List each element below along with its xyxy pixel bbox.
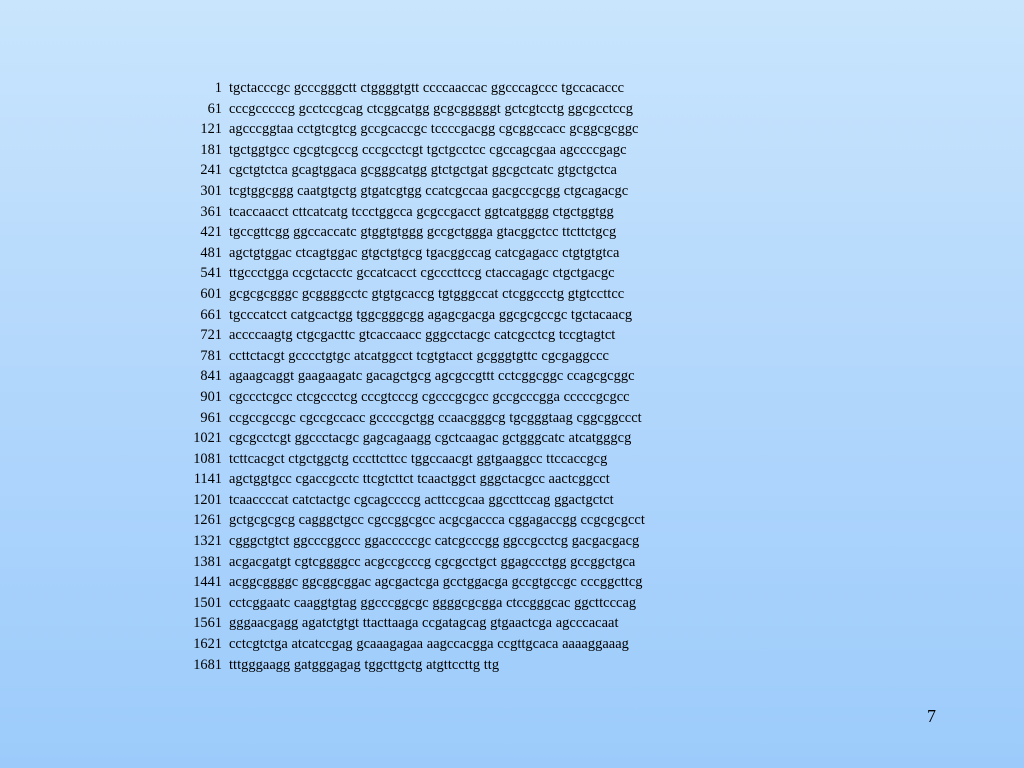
sequence-text: cgctgtctca gcagtggaca gcgggcatgg gtctgctgat ggcgctcatc gtgctgctca	[229, 162, 617, 179]
sequence-text: ccgccgccgc cgccgccacc gccccgctgg ccaacgggcg tgcgggtaag cggcggccct	[229, 409, 642, 426]
sequence-text: acgacgatgt cgtcggggcc acgccgcccg cgcgcctgct ggagccctgg gccggctgca	[229, 553, 636, 570]
sequence-text: cgcgcctcgt ggccctacgc gagcagaagg cgctcaagac gctgggcatc atcatgggcg	[229, 430, 632, 447]
sequence-text: agctgtggac ctcagtggac gtgctgtgcg tgacggccag catcgagacc ctgtgtgtca	[229, 244, 620, 261]
sequence-text: gcgcgcgggc gcggggcctc gtgtgcaccg tgtgggccat ctcggccctg gtgtccttcc	[229, 285, 625, 302]
sequence-line	[188, 325, 748, 346]
sequence-text: gggaacgagg agatctgtgt ttacttaaga ccgatagcag gtgaactcga agcccacaat	[229, 615, 619, 632]
sequence-text: cccgcccccg gcctccgcag ctcggcatgg gcgcgggggt gctcgtcctg ggcgcctccg	[229, 100, 633, 117]
sequence-position: 1021	[193, 430, 222, 447]
sequence-line	[188, 469, 748, 490]
sequence-position: 1381	[193, 553, 222, 570]
sequence-position: 1681	[193, 656, 222, 673]
sequence-position: 961	[200, 409, 222, 426]
sequence-line	[188, 408, 748, 429]
sequence-text: agcccggtaa cctgtcgtcg gccgcaccgc tccccgacgg cgcggccacc gcggcgcggc	[229, 121, 639, 138]
sequence-text: tcttcacgct ctgctggctg cccttcttcc tggccaacgt ggtgaaggcc ttccaccgcg	[229, 450, 608, 467]
sequence-text: tcaaccccat catctactgc cgcagccccg acttccgcaa ggccttccag ggactgctct	[229, 491, 614, 508]
sequence-position: 1081	[193, 450, 222, 467]
page-number: 7	[927, 706, 936, 726]
sequence-line	[188, 263, 748, 284]
sequence-position: 1201	[193, 491, 222, 508]
sequence-position: 1621	[193, 636, 222, 653]
sequence-text: gctgcgcgcg cagggctgcc cgccggcgcc acgcgaccca cggagaccgg ccgcgcgcct	[229, 512, 645, 529]
sequence-line	[188, 510, 748, 531]
sequence-line	[188, 655, 748, 676]
sequence-text: cgggctgtct ggcccggccc ggacccccgc catcgcccgg ggccgcctcg gacgacgacg	[229, 533, 640, 550]
sequence-line	[188, 552, 748, 573]
sequence-line	[188, 428, 748, 449]
sequence-position: 1261	[193, 512, 222, 529]
sequence-text: tcaccaacct cttcatcatg tccctggcca gcgccgacct ggtcatgggg ctgctggtgg	[229, 203, 614, 220]
sequence-position: 901	[200, 388, 222, 405]
sequence-text: tcgtggcggg caatgtgctg gtgatcgtgg ccatcgccaa gacgccgcgg ctgcagacgc	[229, 182, 629, 199]
sequence-line	[188, 284, 748, 305]
sequence-text: accccaagtg ctgcgacttc gtcaccaacc gggcctacgc catcgcctcg tccgtagtct	[229, 327, 616, 344]
sequence-line	[188, 78, 748, 99]
sequence-position: 361	[200, 203, 222, 220]
sequence-line	[188, 387, 748, 408]
sequence-line	[188, 490, 748, 511]
sequence-line	[188, 593, 748, 614]
sequence-line	[188, 243, 748, 264]
sequence-text: ttgccctgga ccgctacctc gccatcacct cgcccttccg ctaccagagc ctgctgacgc	[229, 265, 615, 282]
sequence-text: tttgggaagg gatgggagag tggcttgctg atgttccttg ttg	[229, 656, 500, 673]
sequence-position: 1	[214, 80, 222, 96]
sequence-position: 121	[200, 121, 222, 138]
sequence-line	[188, 366, 748, 387]
sequence-position: 661	[200, 306, 222, 323]
sequence-line	[188, 346, 748, 367]
sequence-text: tgctacccgc gcccgggctt ctggggtgtt ccccaaccac ggcccagccc tgccacaccc	[229, 80, 625, 96]
sequence-text: cctcgtctga atcatccgag gcaaagagaa aagccacgga ccgttgcaca aaaaggaaag	[229, 636, 629, 653]
sequence-position: 1441	[193, 574, 222, 591]
sequence-line	[188, 449, 748, 470]
sequence-text: cctcggaatc caaggtgtag ggcccggcgc ggggcgcgga ctccgggcac ggcttcccag	[229, 594, 637, 611]
sequence-text: tgcccatcct catgcactgg tggcgggcgg agagcgacga ggcgcgccgc tgctacaacg	[229, 306, 633, 323]
sequence-position: 301	[200, 182, 222, 199]
sequence-line	[188, 222, 748, 243]
dna-sequence-listing	[188, 78, 748, 675]
sequence-line	[188, 140, 748, 161]
sequence-line	[188, 305, 748, 326]
sequence-line	[188, 181, 748, 202]
sequence-line	[188, 202, 748, 223]
sequence-line	[188, 531, 748, 552]
sequence-line	[188, 119, 748, 140]
sequence-position: 1141	[193, 471, 222, 488]
sequence-text: tgccgttcgg ggccaccatc gtggtgtggg gccgctggga gtacggctcc ttcttctgcg	[229, 224, 617, 241]
sequence-text: agaagcaggt gaagaagatc gacagctgcg agcgccgttt cctcggcggc ccagcgcggc	[229, 368, 635, 385]
sequence-position: 1561	[193, 615, 222, 632]
sequence-text: cgccctcgcc ctcgccctcg cccgtcccg cgcccgcgcc gccgcccgga cccccgcgcc	[229, 388, 630, 405]
sequence-text: tgctggtgcc cgcgtcgccg cccgcctcgt tgctgcctcc cgccagcgaa agccccgagc	[229, 141, 627, 158]
sequence-position: 181	[200, 141, 222, 158]
sequence-position: 421	[200, 224, 222, 241]
sequence-line	[188, 99, 748, 120]
sequence-line	[188, 613, 748, 634]
sequence-text: acggcggggc ggcggcggac agcgactcga gcctggacga gccgtgccgc cccggcttcg	[229, 574, 643, 591]
sequence-line	[188, 572, 748, 593]
sequence-text: agctggtgcc cgaccgcctc ttcgtcttct tcaactggct gggctacgcc aactcggcct	[229, 471, 610, 488]
sequence-position: 601	[200, 285, 222, 302]
sequence-position: 1501	[193, 594, 222, 611]
sequence-text: ccttctacgt gcccctgtgc atcatggcct tcgtgtacct gcgggtgttc cgcgaggccc	[229, 347, 609, 364]
sequence-position: 1321	[193, 533, 222, 550]
sequence-line	[188, 634, 748, 655]
sequence-line	[188, 160, 748, 181]
sequence-position: 241	[200, 162, 222, 179]
sequence-position: 841	[200, 368, 222, 385]
sequence-position: 721	[200, 327, 222, 344]
sequence-position: 61	[207, 100, 222, 117]
sequence-position: 781	[200, 347, 222, 364]
sequence-position: 481	[200, 244, 222, 261]
sequence-position: 541	[200, 265, 222, 282]
